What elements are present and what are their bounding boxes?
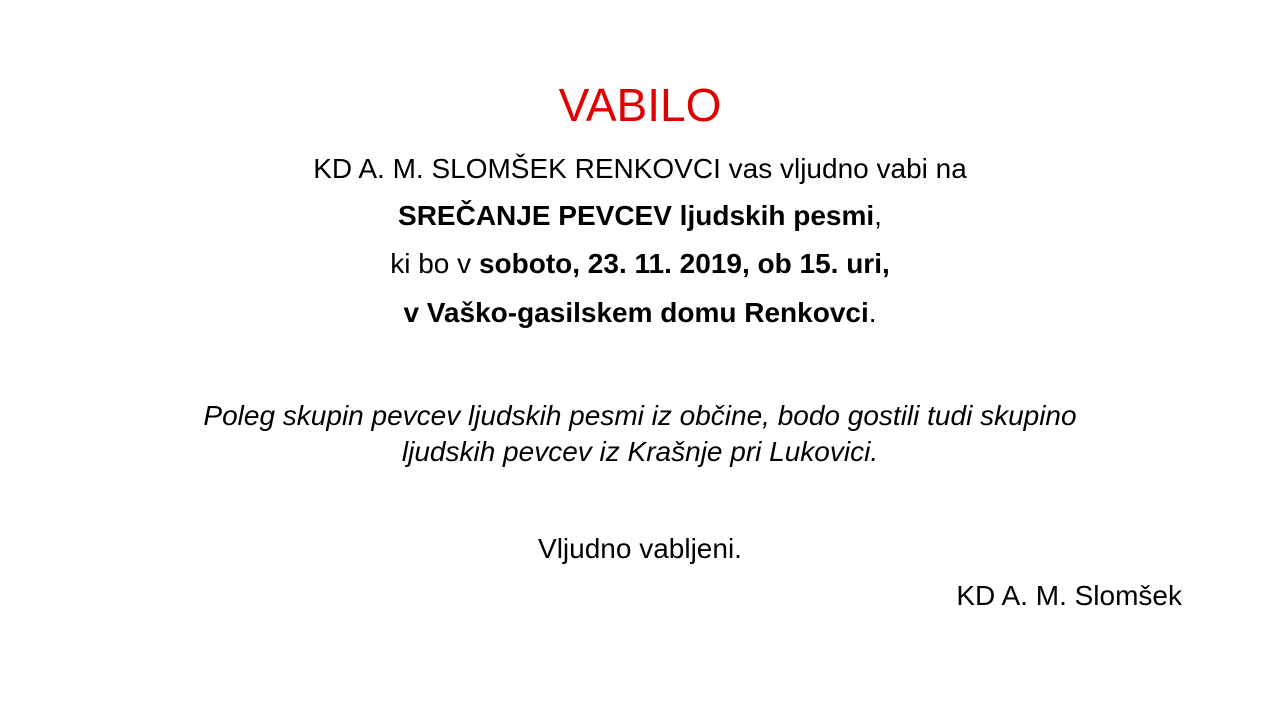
signature: KD A. M. Slomšek — [956, 580, 1182, 611]
invitation-title: VABILO — [558, 79, 722, 131]
event-venue-punct: . — [868, 297, 877, 328]
event-date: soboto, 23. 11. 2019, ob 15. uri, — [478, 248, 890, 279]
event-date-prefix: ki bo v — [390, 248, 479, 279]
event-name-punct: , — [874, 200, 882, 231]
event-venue-line — [0, 299, 1280, 327]
guest-note-line-1: Poleg skupin pevcev ljudskih pesmi iz občine, bodo gostili tudi skupino — [203, 400, 1077, 431]
event-name-line — [0, 202, 1280, 230]
event-name: SREČANJE PEVCEV ljudskih pesmi — [398, 200, 875, 231]
organizer-line: KD A. M. SLOMŠEK RENKOVCI vas vljudno vabi na — [313, 153, 967, 184]
closing-line: Vljudno vabljeni. — [538, 533, 742, 564]
event-date-line — [0, 250, 1280, 278]
event-venue: v Vaško-gasilskem domu Renkovci — [403, 297, 869, 328]
guest-note-line-2: ljudskih pevcev iz Krašnje pri Lukovici. — [401, 436, 879, 467]
guest-note — [0, 398, 1280, 470]
